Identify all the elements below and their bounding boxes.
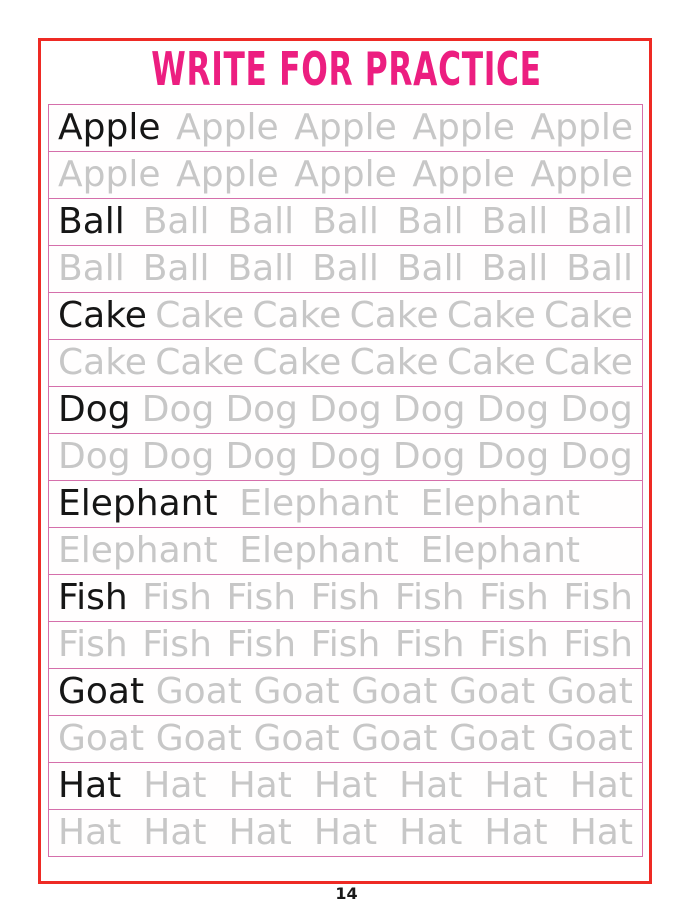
practice-row-hat-line1 xyxy=(48,762,643,810)
trace-word: Elephant xyxy=(420,483,580,524)
trace-word: Hat xyxy=(313,812,378,853)
trace-word: Dog xyxy=(58,436,131,477)
trace-word: Elephant xyxy=(239,483,399,524)
trace-word: Fish xyxy=(310,577,381,618)
trace-word: Hat xyxy=(143,765,207,806)
page-title: WRITE FOR PRACTICE xyxy=(151,42,542,96)
trace-word: Ball xyxy=(227,201,295,242)
trace-word: Apple xyxy=(530,154,633,195)
trace-word: Goat xyxy=(351,671,438,712)
trace-word: Goat xyxy=(351,718,438,759)
trace-word: Ball xyxy=(566,201,633,242)
trace-word: Dog xyxy=(560,389,633,430)
trace-word: Hat xyxy=(58,812,122,853)
trace-word: Ball xyxy=(396,248,464,289)
practice-row-dog-line2 xyxy=(48,433,643,481)
practice-row-elephant-line1 xyxy=(48,480,643,528)
trace-word: Dog xyxy=(392,436,466,477)
trace-word: Fish xyxy=(394,577,465,618)
trace-word: Hat xyxy=(143,812,207,853)
trace-word: Dog xyxy=(560,436,633,477)
trace-word: Fish xyxy=(226,624,297,665)
trace-word: Apple xyxy=(294,154,397,195)
practice-row-goat-line1 xyxy=(48,668,643,716)
trace-word: Apple xyxy=(176,154,279,195)
practice-row-fish-line2 xyxy=(48,621,643,669)
trace-word: Ball xyxy=(142,248,210,289)
practice-row-ball-line2 xyxy=(48,245,643,293)
trace-word: Apple xyxy=(412,107,515,148)
trace-word: Cake xyxy=(155,295,245,336)
trace-word: Cake xyxy=(58,342,147,383)
trace-word: Fish xyxy=(142,624,212,665)
trace-word: Cake xyxy=(544,342,633,383)
trace-word: Fish xyxy=(479,624,549,665)
model-word: Goat xyxy=(58,671,145,712)
model-word: Hat xyxy=(58,765,122,806)
trace-word: Hat xyxy=(228,812,292,853)
trace-word: Goat xyxy=(546,671,633,712)
model-word: Dog xyxy=(58,389,131,430)
trace-word: Ball xyxy=(227,248,295,289)
model-word: Elephant xyxy=(58,483,218,524)
page-number: 14 xyxy=(335,884,358,903)
trace-word: Apple xyxy=(412,154,515,195)
practice-row-cake-line2 xyxy=(48,339,643,387)
trace-word: Ball xyxy=(312,248,379,289)
trace-word: Goat xyxy=(58,718,145,759)
trace-word: Goat xyxy=(253,718,340,759)
practice-table xyxy=(48,104,643,857)
practice-row-apple-line1 xyxy=(48,104,643,152)
trace-word: Hat xyxy=(313,765,378,806)
trace-word: Apple xyxy=(58,154,161,195)
trace-word: Fish xyxy=(563,577,633,618)
trace-word: Hat xyxy=(399,812,463,853)
model-word: Ball xyxy=(58,201,125,242)
trace-word: Dog xyxy=(141,436,215,477)
trace-word: Goat xyxy=(155,671,242,712)
model-word: Apple xyxy=(58,107,161,148)
practice-row-apple-line2 xyxy=(48,151,643,199)
trace-word: Fish xyxy=(226,577,297,618)
trace-word: Ball xyxy=(312,201,379,242)
trace-word: Goat xyxy=(253,671,340,712)
trace-word: Cake xyxy=(446,342,536,383)
trace-word: Cake xyxy=(349,295,439,336)
trace-word: Ball xyxy=(396,201,464,242)
trace-word: Fish xyxy=(394,624,465,665)
trace-word: Goat xyxy=(546,718,633,759)
practice-row-elephant-line2 xyxy=(48,527,643,575)
practice-row-ball-line1 xyxy=(48,198,643,246)
trace-word: Fish xyxy=(479,577,549,618)
trace-word: Cake xyxy=(446,295,536,336)
trace-word: Elephant xyxy=(58,530,218,571)
model-word: Fish xyxy=(58,577,128,618)
trace-word: Apple xyxy=(294,107,397,148)
trace-word: Cake xyxy=(544,295,633,336)
trace-word: Ball xyxy=(142,201,210,242)
trace-word: Hat xyxy=(569,812,633,853)
practice-row-fish-line1 xyxy=(48,574,643,622)
model-word: Cake xyxy=(58,295,147,336)
trace-word: Apple xyxy=(530,107,633,148)
trace-word: Cake xyxy=(155,342,245,383)
trace-word: Elephant xyxy=(239,530,399,571)
trace-word: Fish xyxy=(142,577,212,618)
trace-word: Ball xyxy=(481,201,549,242)
trace-word: Cake xyxy=(252,295,342,336)
trace-word: Ball xyxy=(481,248,549,289)
trace-word: Hat xyxy=(399,765,463,806)
trace-word: Dog xyxy=(309,389,382,430)
trace-word: Goat xyxy=(449,671,536,712)
trace-word: Fish xyxy=(563,624,633,665)
practice-row-dog-line1 xyxy=(48,386,643,434)
trace-word: Fish xyxy=(58,624,128,665)
trace-word: Elephant xyxy=(420,530,580,571)
trace-word: Dog xyxy=(141,389,215,430)
trace-word: Dog xyxy=(225,389,299,430)
trace-word: Hat xyxy=(484,765,548,806)
trace-word: Apple xyxy=(176,107,279,148)
trace-word: Ball xyxy=(58,248,125,289)
trace-word: Ball xyxy=(566,248,633,289)
trace-word: Hat xyxy=(484,812,548,853)
trace-word: Hat xyxy=(228,765,292,806)
practice-row-cake-line1 xyxy=(48,292,643,340)
trace-word: Dog xyxy=(225,436,299,477)
trace-word: Dog xyxy=(476,389,550,430)
trace-word: Dog xyxy=(476,436,550,477)
trace-word: Cake xyxy=(349,342,439,383)
practice-row-goat-line2 xyxy=(48,715,643,763)
trace-word: Dog xyxy=(392,389,466,430)
trace-word: Dog xyxy=(309,436,382,477)
trace-word: Goat xyxy=(155,718,242,759)
trace-word: Fish xyxy=(310,624,381,665)
trace-word: Cake xyxy=(252,342,342,383)
trace-word: Hat xyxy=(569,765,633,806)
practice-row-hat-line2 xyxy=(48,809,643,857)
trace-word: Goat xyxy=(449,718,536,759)
